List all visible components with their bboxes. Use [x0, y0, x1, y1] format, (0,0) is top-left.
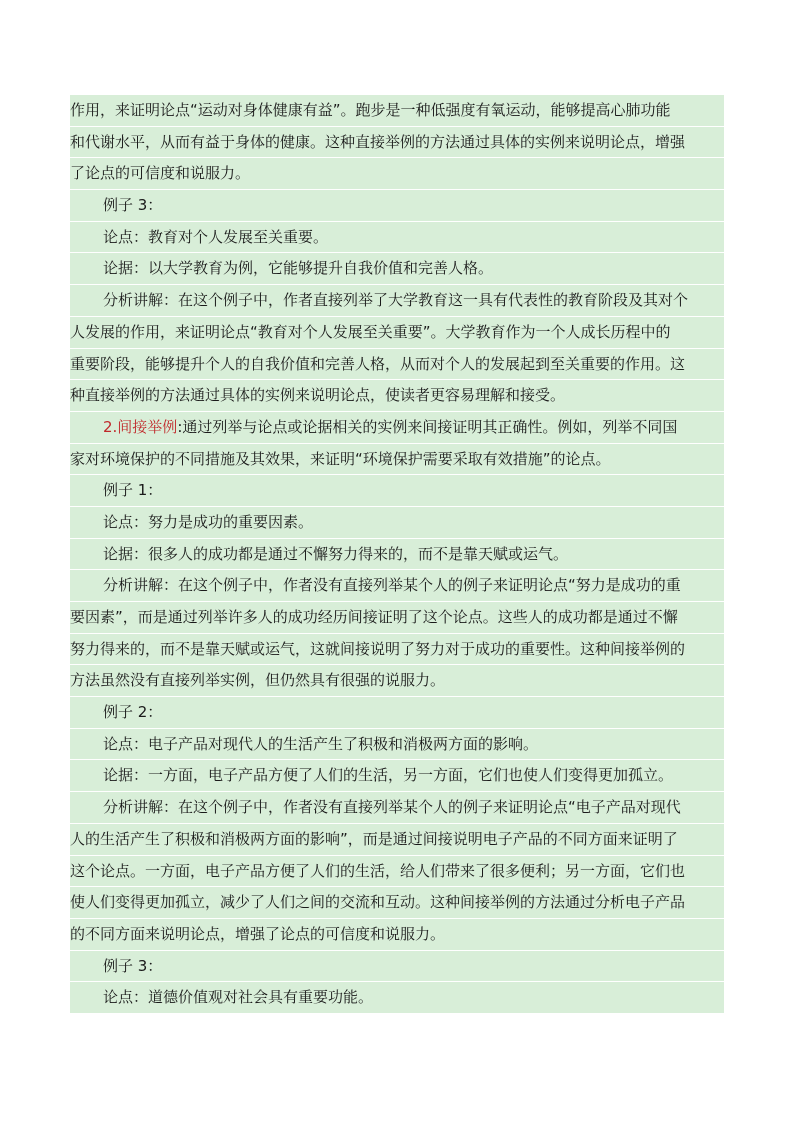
text-line: 使人们变得更加孤立，减少了人们之间的交流和互动。这种间接举例的方法通过分析电子产品	[70, 887, 724, 919]
text-line: 家对环境保护的不同措施及其效果，来证明“环境保护需要采取有效措施”的论点。	[70, 444, 724, 476]
evidence-line: 论据：以大学教育为例，它能够提升自我价值和完善人格。	[70, 253, 724, 285]
section-heading-text: :通过列举与论点或论据相关的实例来间接证明其正确性。例如，列举不同国	[177, 417, 678, 436]
text-line: 努力得来的，而不是靠天赋或运气，这就间接说明了努力对于成功的重要性。这种间接举例的	[70, 634, 724, 666]
section-heading-line	[70, 412, 724, 444]
text-line: 了论点的可信度和说服力。	[70, 158, 724, 190]
argument-line: 论点：努力是成功的重要因素。	[70, 507, 724, 539]
text-line: 重要阶段，能够提升个人的自我价值和完善人格，从而对个人的发展起到至关重要的作用。这	[70, 349, 724, 381]
analysis-line: 分析讲解：在这个例子中，作者没有直接列举某个人的例子来证明论点“电子产品对现代	[70, 792, 724, 824]
argument-line: 论点：电子产品对现代人的生活产生了积极和消极两方面的影响。	[70, 729, 724, 761]
evidence-line: 论据：很多人的成功都是通过不懈努力得来的，而不是靠天赋或运气。	[70, 539, 724, 571]
example-heading: 例子 3：	[70, 951, 724, 983]
text-line: 方法虽然没有直接列举实例，但仍然具有很强的说服力。	[70, 665, 724, 697]
text-line: 种直接举例的方法通过具体的实例来说明论点，使读者更容易理解和接受。	[70, 380, 724, 412]
text-line: 这个论点。一方面，电子产品方便了人们的生活，给人们带来了很多便利；另一方面，它们也	[70, 856, 724, 888]
example-heading: 例子 1：	[70, 475, 724, 507]
section-heading-label: 2.间接举例	[103, 417, 178, 436]
argument-line: 论点：教育对个人发展至关重要。	[70, 222, 724, 254]
argument-line: 论点：道德价值观对社会具有重要功能。	[70, 982, 724, 1014]
text-line: 的不同方面来说明论点，增强了论点的可信度和说服力。	[70, 919, 724, 951]
text-line: 作用，来证明论点“运动对身体健康有益”。跑步是一种低强度有氧运动，能够提高心肺功能	[70, 95, 724, 127]
example-heading: 例子 3：	[70, 190, 724, 222]
example-heading: 例子 2：	[70, 697, 724, 729]
analysis-line: 分析讲解：在这个例子中，作者没有直接列举某个人的例子来证明论点“努力是成功的重	[70, 570, 724, 602]
text-line: 要因素”，而是通过列举许多人的成功经历间接证明了这个论点。这些人的成功都是通过不懈	[70, 602, 724, 634]
text-line: 人的生活产生了积极和消极两方面的影响”，而是通过间接说明电子产品的不同方面来证明了	[70, 824, 724, 856]
evidence-line: 论据：一方面，电子产品方便了人们的生活，另一方面，它们也使人们变得更加孤立。	[70, 760, 724, 792]
analysis-line: 分析讲解：在这个例子中，作者直接列举了大学教育这一具有代表性的教育阶段及其对个	[70, 285, 724, 317]
text-line: 人发展的作用，来证明论点“教育对个人发展至关重要”。大学教育作为一个人成长历程中的	[70, 317, 724, 349]
text-line: 和代谢水平，从而有益于身体的健康。这种直接举例的方法通过具体的实例来说明论点，增强	[70, 127, 724, 159]
highlighted-text-block	[70, 95, 724, 1014]
